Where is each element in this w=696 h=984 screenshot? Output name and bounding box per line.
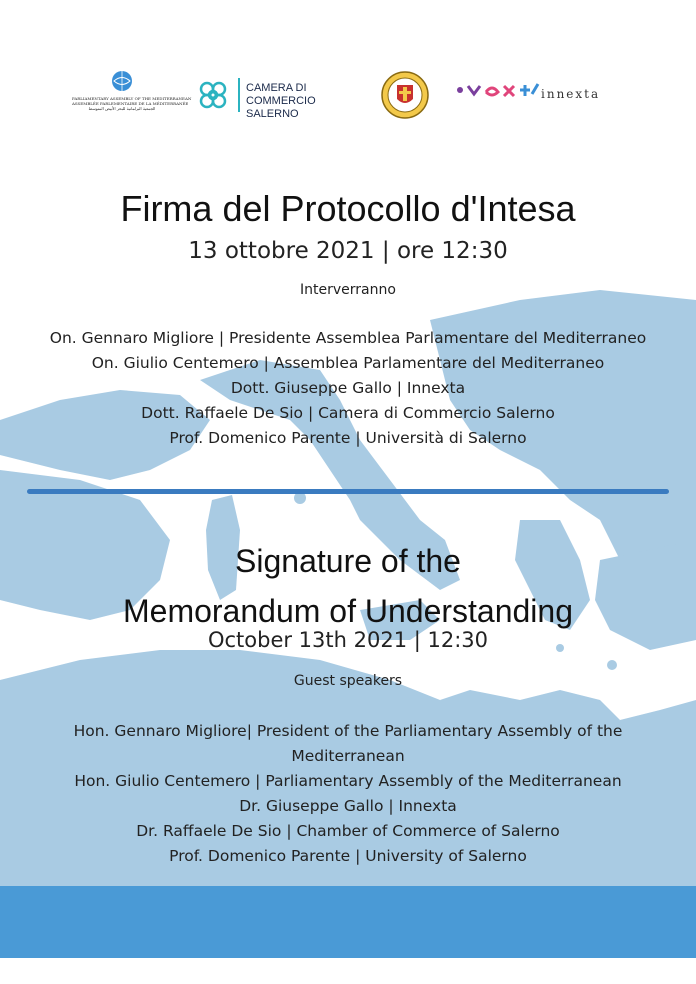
english-speaker-list bbox=[0, 719, 696, 869]
pam-logo bbox=[72, 70, 192, 122]
innexta-wordmark: innexta bbox=[541, 87, 601, 101]
speaker-item: Dr. Giuseppe Gallo | Innexta bbox=[239, 797, 457, 815]
english-title-line2: Memorandum of Understanding bbox=[122, 593, 573, 629]
innexta-logo bbox=[456, 80, 626, 110]
logos-row bbox=[0, 66, 696, 126]
pam-text-en: PARLIAMENTARY ASSEMBLY OF THE MEDITERRANEAN bbox=[72, 96, 192, 101]
speaker-item: Prof. Domenico Parente | Università di Salerno bbox=[169, 429, 527, 447]
speaker-item: Dr. Raffaele De Sio | Chamber of Commerce of Salerno bbox=[136, 822, 560, 840]
english-title bbox=[0, 536, 696, 636]
speaker-item: Hon. Giulio Centemero | Parliamentary Assembly of the Mediterranean bbox=[74, 772, 622, 790]
speaker-item: On. Giulio Centemero | Assemblea Parlamentare del Mediterraneo bbox=[91, 354, 605, 372]
speaker-item: Prof. Domenico Parente | University of Salerno bbox=[169, 847, 527, 865]
speaker-item: Dott. Raffaele De Sio | Camera di Commercio Salerno bbox=[141, 404, 555, 422]
speaker-item: Dott. Giuseppe Gallo | Innexta bbox=[230, 379, 466, 397]
camera-text: CAMERA DI COMMERCIO SALERNO bbox=[246, 82, 316, 120]
pam-text-fr: ASSEMBLÉE PARLEMENTAIRE DE LA MÉDITERRANÉE bbox=[72, 101, 189, 106]
pam-text-ar: الجمعية البرلمانية للبحر الأبيض المتوسط bbox=[88, 106, 156, 111]
italian-date: 13 ottobre 2021 | ore 12:30 bbox=[188, 238, 508, 264]
footer-band bbox=[0, 886, 696, 958]
camera-knot-icon bbox=[194, 76, 232, 114]
section-divider bbox=[27, 489, 669, 494]
english-date: October 13th 2021 | 12:30 bbox=[207, 628, 489, 652]
innexta-mark-icon bbox=[456, 80, 540, 104]
english-title-line1: Signature of the bbox=[235, 543, 461, 579]
speaker-item: On. Gennaro Migliore | Presidente Assemblea Parlamentare del Mediterraneo bbox=[49, 329, 647, 347]
university-seal-icon bbox=[381, 71, 429, 119]
camera-commercio-logo bbox=[194, 76, 364, 120]
italian-speaker-list bbox=[0, 326, 696, 451]
globe-icon bbox=[111, 70, 133, 92]
italian-title: Firma del Protocollo d'Intesa bbox=[120, 188, 576, 229]
speaker-item: Hon. Gennaro Migliore| President of the Parliamentary Assembly of the Mediterranean bbox=[73, 722, 623, 765]
italian-intro: Interverranno bbox=[300, 282, 396, 298]
english-intro: Guest speakers bbox=[293, 673, 403, 689]
camera-divider bbox=[238, 78, 240, 112]
